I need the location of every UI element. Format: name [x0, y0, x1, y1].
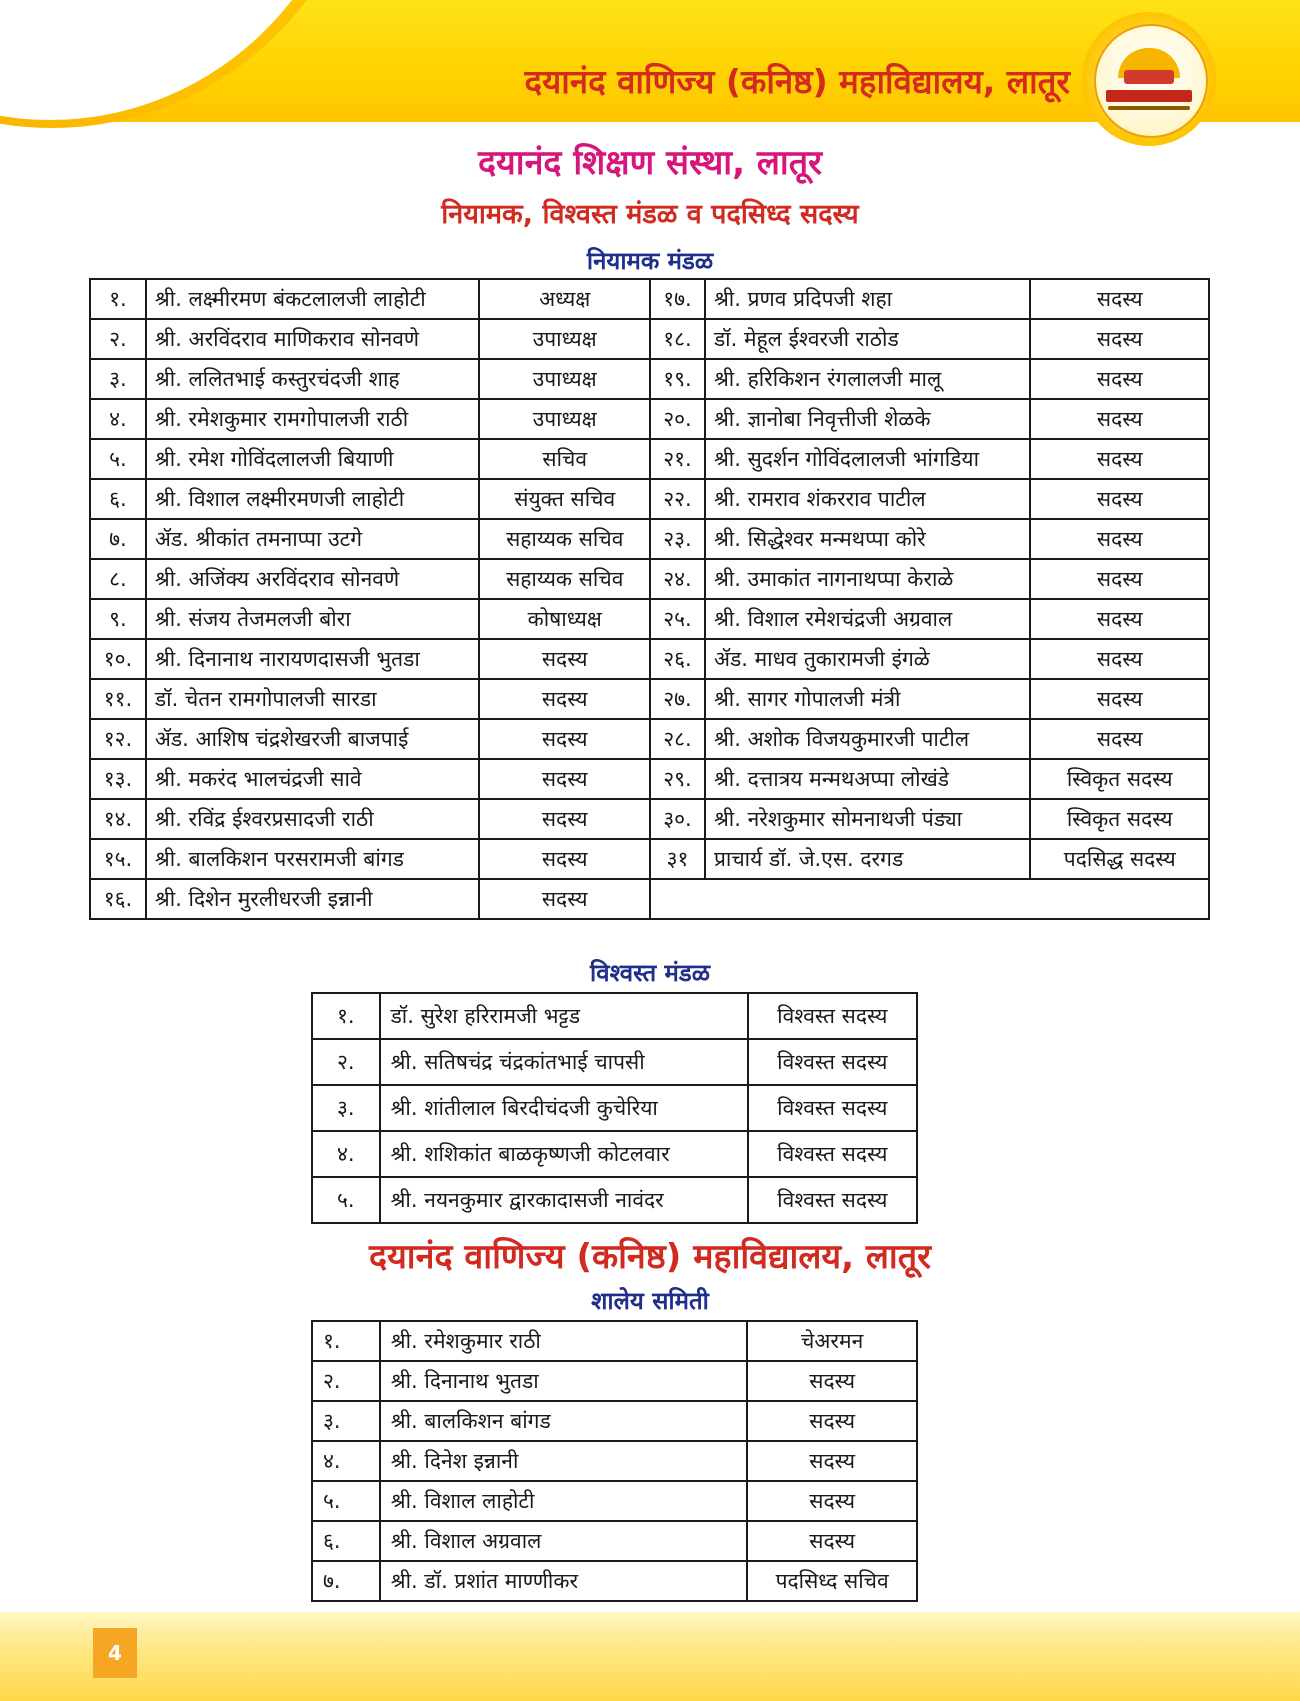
member-name: श्री. रमेशकुमार राठी: [380, 1321, 748, 1361]
member-role: सदस्य: [747, 1481, 917, 1521]
member-role: कोषाध्यक्ष: [479, 599, 650, 639]
member-number: २५.: [650, 599, 705, 639]
member-number: ४.: [312, 1441, 380, 1481]
member-role: सदस्य: [1030, 279, 1209, 319]
table-row: [312, 1177, 917, 1223]
member-number: १.: [312, 993, 380, 1039]
footer-band: [0, 1612, 1300, 1701]
member-number: १८.: [650, 319, 705, 359]
member-name: श्री. सुदर्शन गोविंदलालजी भांगडिया: [705, 439, 1031, 479]
table-row: [90, 519, 1209, 559]
member-number: २७.: [650, 679, 705, 719]
member-role: सदस्य: [479, 879, 650, 919]
school-committee-table: [311, 1320, 918, 1602]
member-role: सदस्य: [1030, 559, 1209, 599]
member-number: ७.: [312, 1561, 380, 1601]
member-number: ४.: [90, 399, 146, 439]
table-row: [90, 639, 1209, 679]
table-row: [312, 1481, 917, 1521]
member-name: श्री. प्रणव प्रदिपजी शहा: [705, 279, 1031, 319]
member-role: उपाध्यक्ष: [479, 399, 650, 439]
header-title: दयानंद वाणिज्य (कनिष्ठ) महाविद्यालय, लातूर: [524, 62, 1070, 101]
member-name: श्री. सतिषचंद्र चंद्रकांतभाई चापसी: [380, 1039, 748, 1085]
table-row: [90, 799, 1209, 839]
member-number: ३.: [90, 359, 146, 399]
member-name: श्री. अरविंदराव माणिकराव सोनवणे: [146, 319, 480, 359]
member-number: २९.: [650, 759, 705, 799]
table-row: [312, 1521, 917, 1561]
member-number: १०.: [90, 639, 146, 679]
member-number: ८.: [90, 559, 146, 599]
member-name: श्री. अशोक विजयकुमारजी पाटील: [705, 719, 1031, 759]
member-name: ॲड. श्रीकांत तमनाप्पा उटगे: [146, 519, 480, 559]
institution-logo: [1088, 18, 1210, 140]
member-number: २०.: [650, 399, 705, 439]
logo-book-icon: [1124, 70, 1174, 84]
table-row: [312, 1131, 917, 1177]
table-row: [90, 479, 1209, 519]
member-role: सदस्य: [1030, 399, 1209, 439]
member-number: २.: [312, 1361, 380, 1401]
table-row: [312, 993, 917, 1039]
member-role: सदस्य: [1030, 639, 1209, 679]
member-name: श्री. डॉ. प्रशांत माण्णीकर: [380, 1561, 748, 1601]
member-number: ११.: [90, 679, 146, 719]
trust-table: [311, 992, 918, 1224]
table-row: [312, 1561, 917, 1601]
member-name: श्री. नरेशकुमार सोमनाथजी पंड्या: [705, 799, 1031, 839]
table-row: [90, 559, 1209, 599]
member-name: श्री. संजय तेजमलजी बोरा: [146, 599, 480, 639]
table-row: [90, 279, 1209, 319]
table-row: [312, 1039, 917, 1085]
member-name: श्री. अजिंक्य अरविंदराव सोनवणे: [146, 559, 480, 599]
member-name: डॉ. मेहूल ईश्वरजी राठोड: [705, 319, 1031, 359]
logo-motto: [1108, 106, 1190, 110]
member-role: सदस्य: [747, 1361, 917, 1401]
member-number: १२.: [90, 719, 146, 759]
member-name: श्री. हरिकिशन रंगलालजी मालू: [705, 359, 1031, 399]
table-row: [90, 599, 1209, 639]
page-subtitle: नियामक, विश्वस्त मंडळ व पदसिध्द सदस्य: [441, 199, 859, 230]
member-number: १६.: [90, 879, 146, 919]
member-role: सदस्य: [479, 839, 650, 879]
member-name: श्री. नयनकुमार द्वारकादासजी नावंदर: [380, 1177, 748, 1223]
table-row: [90, 839, 1209, 879]
member-name: श्री. ललितभाई कस्तुरचंदजी शाह: [146, 359, 480, 399]
member-number: २८.: [650, 719, 705, 759]
member-number: ३.: [312, 1401, 380, 1441]
member-number: १५.: [90, 839, 146, 879]
board-table-body: [90, 279, 1209, 919]
member-name: श्री. शशिकांत बाळकृष्णजी कोटलवार: [380, 1131, 748, 1177]
member-name: डॉ. चेतन रामगोपालजी सारडा: [146, 679, 480, 719]
table-row: [90, 319, 1209, 359]
member-number: ३०.: [650, 799, 705, 839]
member-number: २६.: [650, 639, 705, 679]
member-name: श्री. सिद्धेश्वर मन्मथप्पा कोरे: [705, 519, 1031, 559]
table-row: [90, 879, 1209, 919]
member-number: १.: [90, 279, 146, 319]
member-role: सदस्य: [747, 1401, 917, 1441]
member-role: अध्यक्ष: [479, 279, 650, 319]
member-role: पदसिद्ध सदस्य: [1030, 839, 1209, 879]
member-role: सदस्य: [747, 1441, 917, 1481]
member-name: श्री. शांतीलाल बिरदीचंदजी कुचेरिया: [380, 1085, 748, 1131]
member-role: सदस्य: [747, 1521, 917, 1561]
member-role: सदस्य: [1030, 359, 1209, 399]
table-row: [90, 679, 1209, 719]
table-row: [312, 1401, 917, 1441]
member-number: ३१: [650, 839, 705, 879]
member-number: २४.: [650, 559, 705, 599]
member-role: सदस्य: [479, 759, 650, 799]
member-role: विश्वस्त सदस्य: [748, 1085, 917, 1131]
member-number: ५.: [312, 1481, 380, 1521]
school-committee-body: [312, 1321, 917, 1601]
member-role: उपाध्यक्ष: [479, 319, 650, 359]
member-name: श्री. मकरंद भालचंद्रजी सावे: [146, 759, 480, 799]
board-section-title: नियामक मंडळ: [586, 247, 714, 275]
college-title: दयानंद वाणिज्य (कनिष्ठ) महाविद्यालय, लातूर: [369, 1237, 931, 1277]
member-role: विश्वस्त सदस्य: [748, 1039, 917, 1085]
page-number: 4: [93, 1628, 137, 1678]
table-row: [312, 1321, 917, 1361]
member-role: सदस्य: [1030, 599, 1209, 639]
table-row: [90, 359, 1209, 399]
member-role: विश्वस्त सदस्य: [748, 993, 917, 1039]
trust-table-body: [312, 993, 917, 1223]
table-row: [90, 759, 1209, 799]
member-role: सचिव: [479, 439, 650, 479]
member-number: ७.: [90, 519, 146, 559]
member-name: ॲड. माधव तुकारामजी इंगळे: [705, 639, 1031, 679]
member-role: सदस्य: [1030, 719, 1209, 759]
member-name: श्री. बालकिशन बांगड: [380, 1401, 748, 1441]
member-role: चेअरमन: [747, 1321, 917, 1361]
member-number: ९.: [90, 599, 146, 639]
member-name: प्राचार्य डॉ. जे.एस. दरगड: [705, 839, 1031, 879]
member-name: श्री. विशाल लाहोटी: [380, 1481, 748, 1521]
member-role: सदस्य: [1030, 439, 1209, 479]
member-role: सदस्य: [479, 719, 650, 759]
empty-cell: [650, 879, 1209, 919]
member-number: १३.: [90, 759, 146, 799]
logo-ribbon: [1106, 90, 1192, 102]
member-number: १९.: [650, 359, 705, 399]
org-title: दयानंद शिक्षण संस्था, लातूर: [477, 143, 823, 183]
member-role: सदस्य: [1030, 479, 1209, 519]
table-row: [90, 399, 1209, 439]
board-table: [89, 278, 1210, 920]
table-row: [90, 719, 1209, 759]
member-name: श्री. दत्तात्रय मन्मथअप्पा लोखंडे: [705, 759, 1031, 799]
member-name: श्री. रामराव शंकरराव पाटील: [705, 479, 1031, 519]
member-number: २३.: [650, 519, 705, 559]
member-role: सदस्य: [1030, 679, 1209, 719]
header-corner-white: [0, 0, 360, 120]
member-name: श्री. रमेशकुमार रामगोपालजी राठी: [146, 399, 480, 439]
member-role: सहाय्यक सचिव: [479, 519, 650, 559]
member-name: ॲड. आशिष चंद्रशेखरजी बाजपाई: [146, 719, 480, 759]
member-role: सदस्य: [479, 799, 650, 839]
member-number: २.: [90, 319, 146, 359]
table-row: [312, 1441, 917, 1481]
member-number: १४.: [90, 799, 146, 839]
member-name: श्री. उमाकांत नागनाथप्पा केराळे: [705, 559, 1031, 599]
member-number: ६.: [90, 479, 146, 519]
member-role: सदस्य: [1030, 319, 1209, 359]
member-number: ४.: [312, 1131, 380, 1177]
member-role: सहाय्यक सचिव: [479, 559, 650, 599]
member-name: श्री. रविंद्र ईश्वरप्रसादजी राठी: [146, 799, 480, 839]
trust-section-title: विश्वस्त मंडळ: [590, 959, 710, 987]
member-role: उपाध्यक्ष: [479, 359, 650, 399]
member-name: श्री. रमेश गोविंदलालजी बियाणी: [146, 439, 480, 479]
member-number: २२.: [650, 479, 705, 519]
member-role: विश्वस्त सदस्य: [748, 1177, 917, 1223]
member-number: १७.: [650, 279, 705, 319]
member-role: पदसिध्द सचिव: [747, 1561, 917, 1601]
member-name: श्री. दिनानाथ नारायणदासजी भुतडा: [146, 639, 480, 679]
member-role: स्विकृत सदस्य: [1030, 799, 1209, 839]
member-number: २.: [312, 1039, 380, 1085]
member-number: २१.: [650, 439, 705, 479]
member-name: श्री. दिनानाथ भुतडा: [380, 1361, 748, 1401]
member-name: श्री. विशाल लक्ष्मीरमणजी लाहोटी: [146, 479, 480, 519]
member-role: सदस्य: [479, 679, 650, 719]
member-number: ५.: [90, 439, 146, 479]
member-name: श्री. लक्ष्मीरमण बंकटलालजी लाहोटी: [146, 279, 480, 319]
member-name: श्री. दिनेश इन्नानी: [380, 1441, 748, 1481]
school-section-title: शालेय समिती: [591, 1287, 709, 1315]
member-role: सदस्य: [1030, 519, 1209, 559]
member-number: ६.: [312, 1521, 380, 1561]
member-name: श्री. ज्ञानोबा निवृत्तीजी शेळके: [705, 399, 1031, 439]
member-name: श्री. सागर गोपालजी मंत्री: [705, 679, 1031, 719]
member-role: सदस्य: [479, 639, 650, 679]
member-number: ३.: [312, 1085, 380, 1131]
member-number: १.: [312, 1321, 380, 1361]
table-row: [90, 439, 1209, 479]
table-row: [312, 1361, 917, 1401]
table-row: [312, 1085, 917, 1131]
member-name: डॉ. सुरेश हरिरामजी भट्टड: [380, 993, 748, 1039]
member-role: स्विकृत सदस्य: [1030, 759, 1209, 799]
member-role: विश्वस्त सदस्य: [748, 1131, 917, 1177]
member-role: संयुक्त सचिव: [479, 479, 650, 519]
member-name: श्री. बालकिशन परसरामजी बांगड: [146, 839, 480, 879]
member-name: श्री. विशाल अग्रवाल: [380, 1521, 748, 1561]
member-name: श्री. विशाल रमेशचंद्रजी अग्रवाल: [705, 599, 1031, 639]
member-name: श्री. दिशेन मुरलीधरजी इन्नानी: [146, 879, 480, 919]
member-number: ५.: [312, 1177, 380, 1223]
